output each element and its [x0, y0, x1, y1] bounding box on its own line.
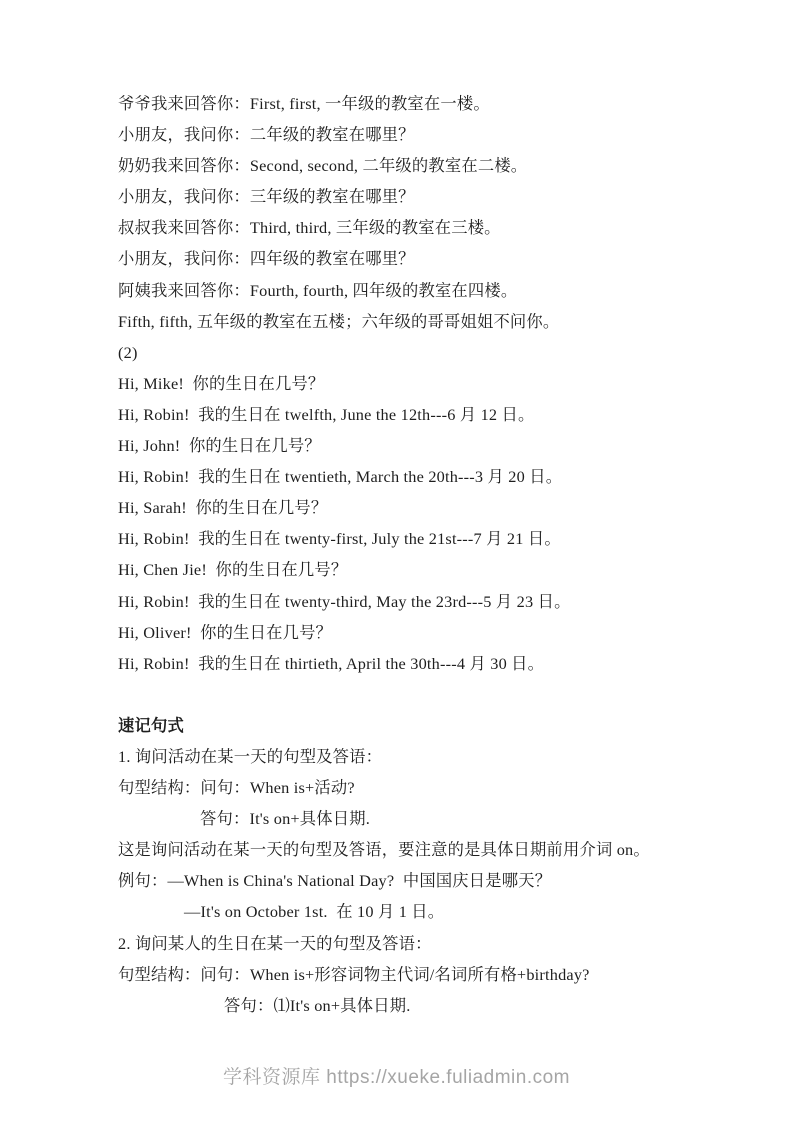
text-line: 句型结构：问句：When is+形容词物主代词/名词所有格+birthday? [118, 964, 590, 984]
text-line: Hi, John! 你的生日在几号？ [118, 436, 321, 456]
text-line: Hi, Mike! 你的生日在几号？ [118, 373, 325, 393]
text-line: Hi, Oliver! 你的生日在几号？ [118, 622, 333, 642]
text-line: Hi, Sarah! 你的生日在几号？ [118, 498, 328, 518]
text-line: (2) [118, 342, 138, 362]
text-line: Hi, Robin! 我的生日在 twelfth, June the 12th---6 月 12 日。 [118, 404, 535, 424]
text-line: Hi, Robin! 我的生日在 thirtieth, April the 30th---4 月 30 日。 [118, 653, 545, 673]
text-line: 小朋友，我问你：二年级的教室在哪里？ [118, 125, 415, 145]
text-line: —It's on October 1st. 在 10 月 1 日。 [184, 902, 445, 922]
document-page [118, 88, 738, 1021]
text-line: Fifth, fifth, 五年级的教室在五楼；六年级的哥哥姐姐不问你。 [118, 311, 560, 331]
text-line: 这是询问活动在某一天的句型及答语，要注意的是具体日期前用介词 on。 [118, 840, 650, 860]
text-line: Hi, Chen Jie! 你的生日在几号？ [118, 560, 348, 580]
text-line: 叔叔我来回答你：Third, third, 三年级的教室在三楼。 [118, 218, 501, 238]
text-line: 答句：It's on+具体日期. [200, 809, 370, 829]
text-line: 答句：⑴It's on+具体日期. [224, 995, 411, 1015]
text-line: Hi, Robin! 我的生日在 twenty-first, July the 21st---7 月 21 日。 [118, 529, 561, 549]
text-line: 2. 询问某人的生日在某一天的句型及答语： [118, 933, 432, 953]
text-line: 小朋友，我问你：三年级的教室在哪里？ [118, 187, 415, 207]
text-line: 爷爷我来回答你：First, first, 一年级的教室在一楼。 [118, 94, 490, 113]
document-body [118, 88, 738, 1021]
text-line: Hi, Robin! 我的生日在 twentieth, March the 20th---3 月 20 日。 [118, 467, 563, 487]
text-line: Hi, Robin! 我的生日在 twenty-third, May the 23rd---5 月 23 日。 [118, 591, 571, 611]
watermark-footer: 学科资源库 https://xueke.fuliadmin.com [223, 1067, 570, 1088]
text-line: 阿姨我来回答你：Fourth, fourth, 四年级的教室在四楼。 [118, 280, 518, 300]
text-line: 句型结构：问句：When is+活动? [118, 778, 355, 798]
blank-line [118, 679, 738, 710]
text-line: 例句：—When is China's National Day? 中国国庆日是哪天？ [118, 871, 552, 891]
section-heading: 速记句式 [118, 715, 184, 735]
text-line: 1. 询问活动在某一天的句型及答语： [118, 746, 383, 766]
text-line: 奶奶我来回答你：Second, second, 二年级的教室在二楼。 [118, 156, 528, 176]
text-line: 小朋友，我问你：四年级的教室在哪里？ [118, 249, 415, 269]
